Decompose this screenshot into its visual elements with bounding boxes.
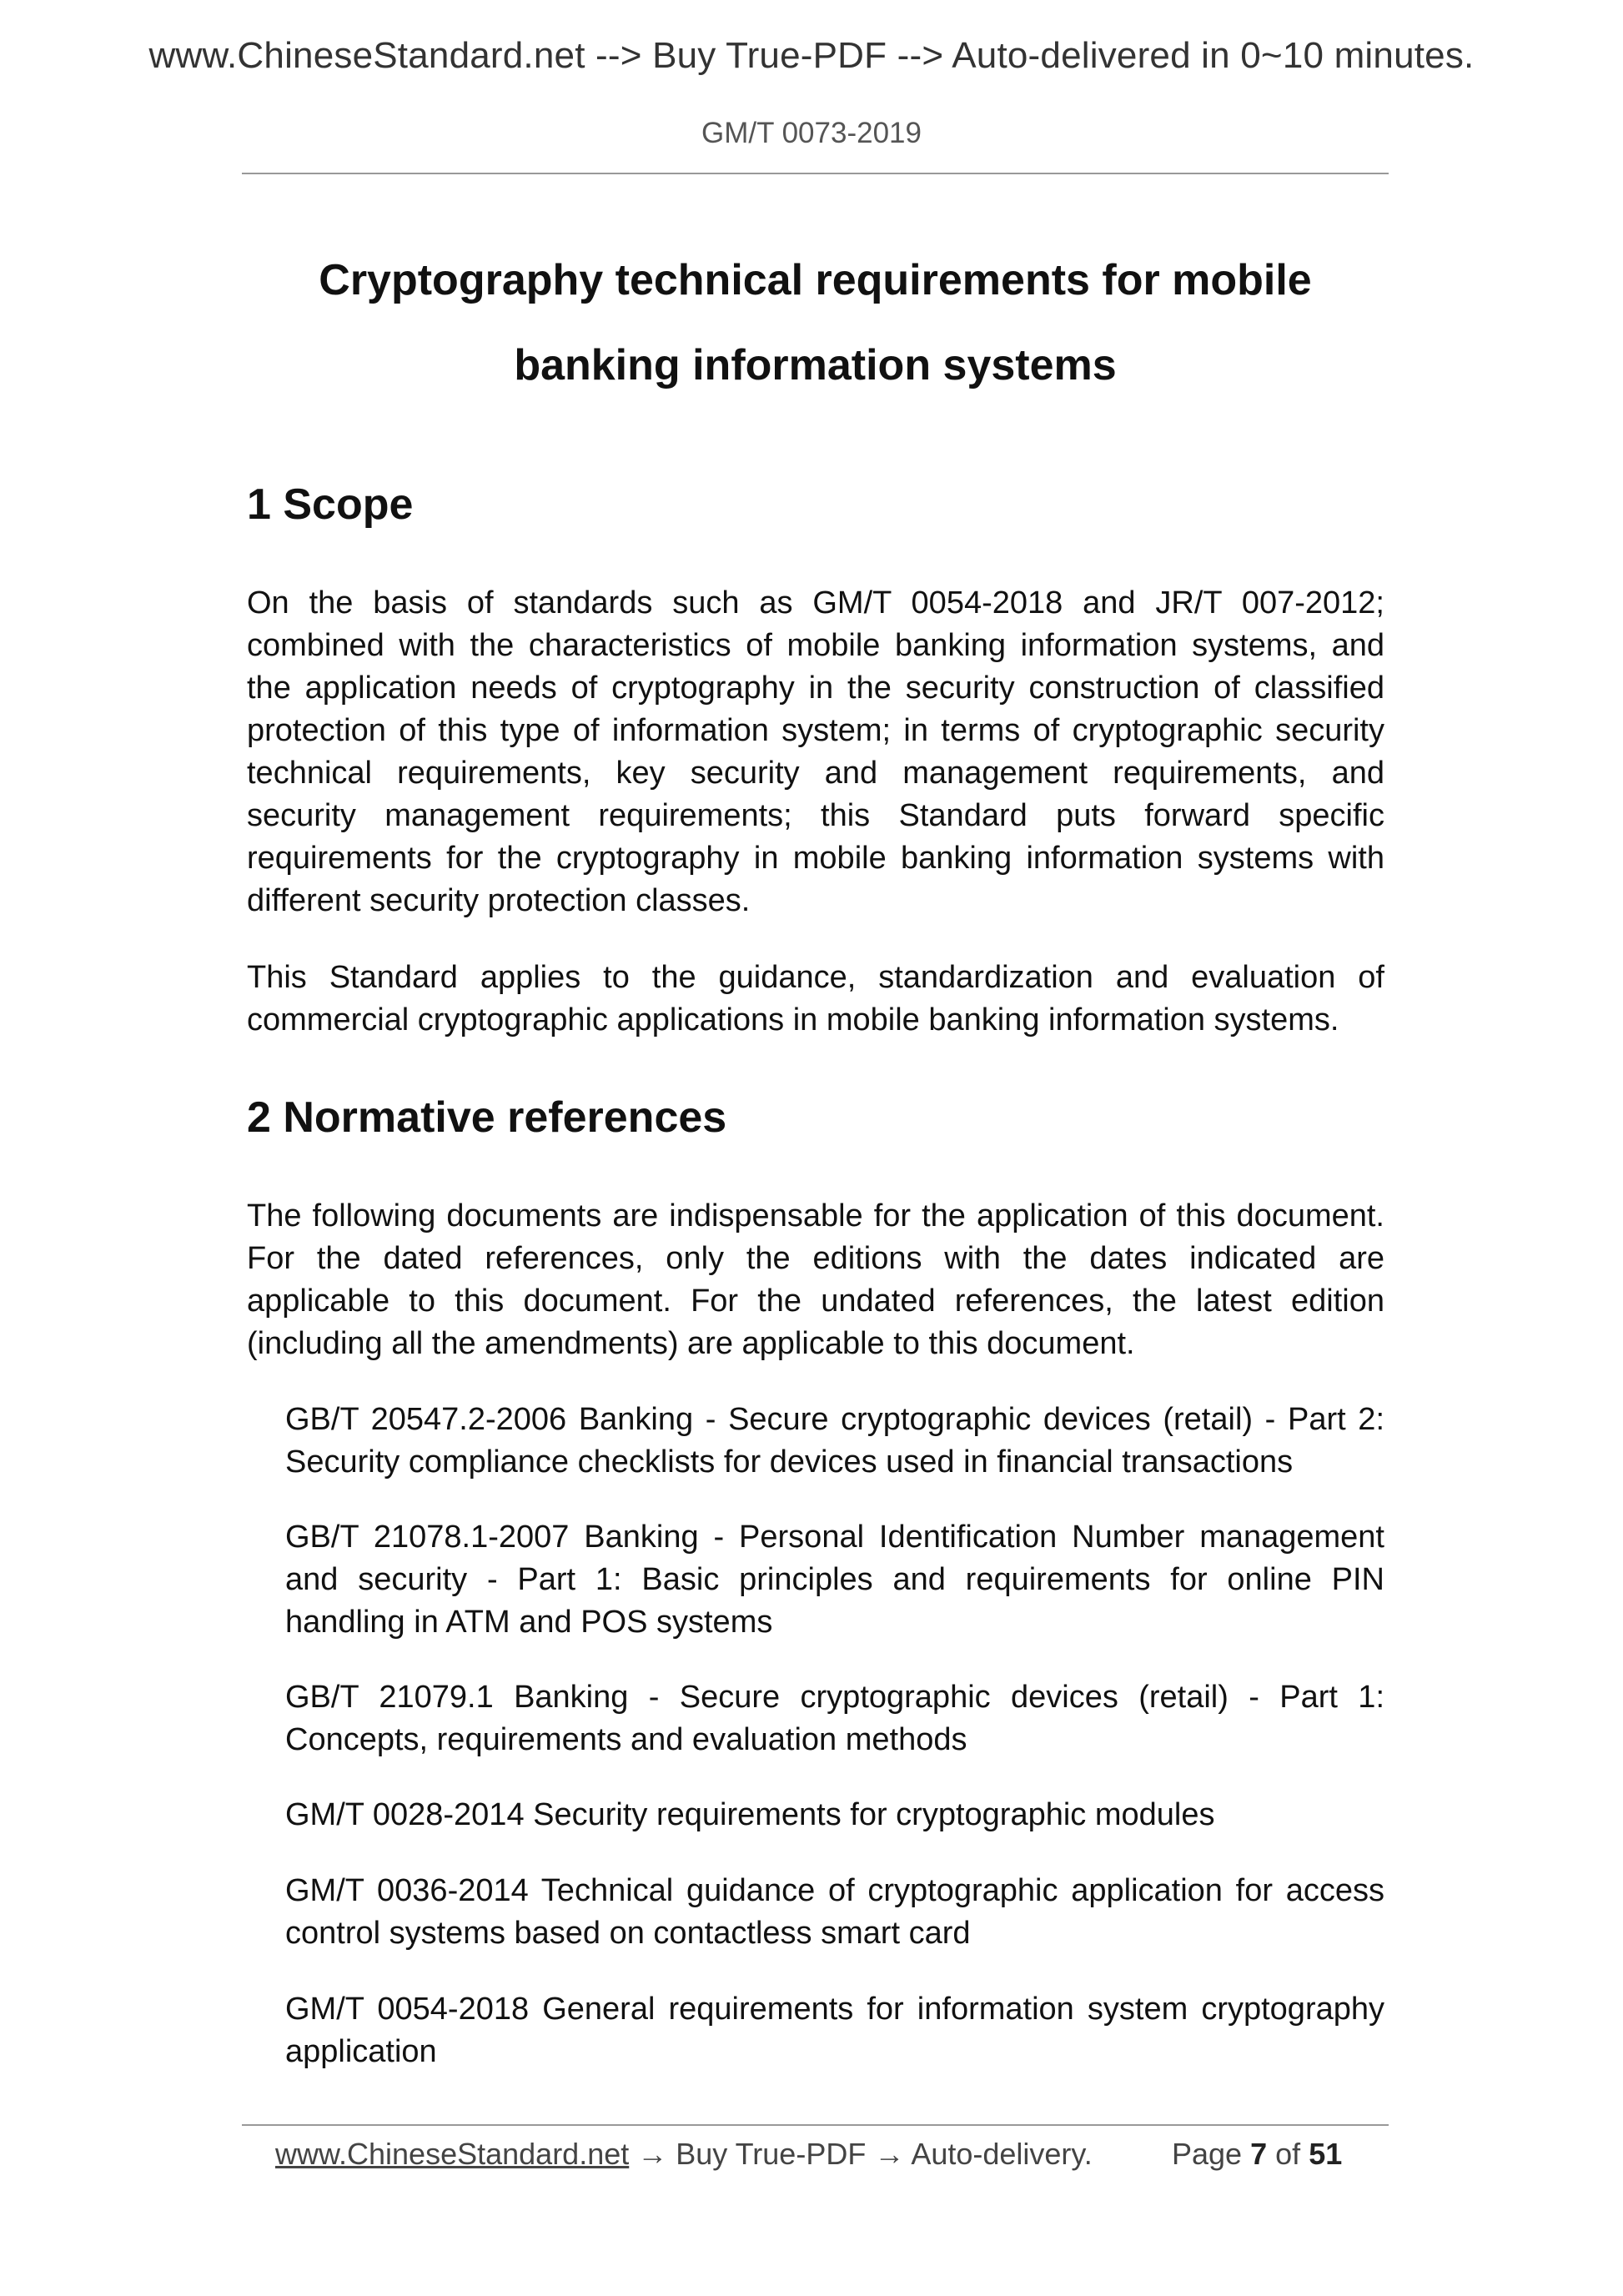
page-current-number: 7 (1250, 2137, 1268, 2171)
footer-promo (275, 2137, 1093, 2172)
section-heading-normative-references: 2 Normative references (247, 1093, 727, 1142)
reference-item: GB/T 21079.1 Banking - Secure cryptographic devices (retail) - Part 1: Concepts, requirements and evaluation methods (285, 1680, 1384, 1757)
page-total-number: 51 (1309, 2137, 1343, 2171)
normative-intro-paragraph: The following documents are indispensable for the application of this document. For the dated references, only the editions with the dates indicated are applicable to this document. For the undated references, the latest edition (including all the amendments) are applicable to this document. (247, 1198, 1384, 1361)
section-heading-scope: 1 Scope (247, 480, 414, 529)
reference-item: GM/T 0036-2014 Technical guidance of cryptographic application for access control systems based on contactless smart card (285, 1873, 1384, 1951)
page-word: Page (1172, 2137, 1243, 2171)
title-line-1: Cryptography technical requirements for mobile (319, 256, 1312, 304)
reference-item: GB/T 20547.2-2006 Banking - Secure cryptographic devices (retail) - Part 2: Security compliance checklists for devices used in financial transactions (285, 1402, 1384, 1480)
reference-item: GM/T 0028-2014 Security requirements for cryptographic modules (285, 1797, 1215, 1832)
footer-promo-text: → Buy True-PDF → Auto-delivery. (629, 2137, 1093, 2171)
header-divider (242, 173, 1389, 174)
top-banner: www.ChineseStandard.net --> Buy True-PDF --> Auto-delivered in 0~10 minutes. (148, 35, 1475, 76)
reference-item: GB/T 21078.1-2007 Banking - Personal Identification Number management and security - Part 1: Basic principles and requirements for online PIN handling in ATM and POS systems (285, 1520, 1384, 1640)
footer-divider (242, 2124, 1389, 2126)
of-word: of (1275, 2137, 1301, 2171)
reference-item: GM/T 0054-2018 General requirements for information system cryptography application (285, 1992, 1384, 2069)
title-line-2: banking information systems (514, 341, 1117, 389)
scope-paragraph-1: On the basis of standards such as GM/T 0054-2018 and JR/T 007-2012; combined with the characteristics of mobile banking information systems, and the application needs of cryptography in the security construction of classified protection of this type of information system; in terms of cryptographic security technical requirements, key security and management requirements, and security management requirements; this Standard puts forward specific requirements for the cryptography in mobile banking information systems with different security protection classes. (247, 585, 1384, 918)
page-indicator (1172, 2137, 1342, 2172)
scope-paragraph-2: This Standard applies to the guidance, standardization and evaluation of commercial cryptographic applications in mobile banking information systems. (247, 960, 1384, 1037)
header-standard-code: GM/T 0073-2019 (701, 117, 922, 149)
footer-site-link[interactable]: www.ChineseStandard.net (275, 2137, 630, 2171)
document-title (242, 238, 1389, 408)
